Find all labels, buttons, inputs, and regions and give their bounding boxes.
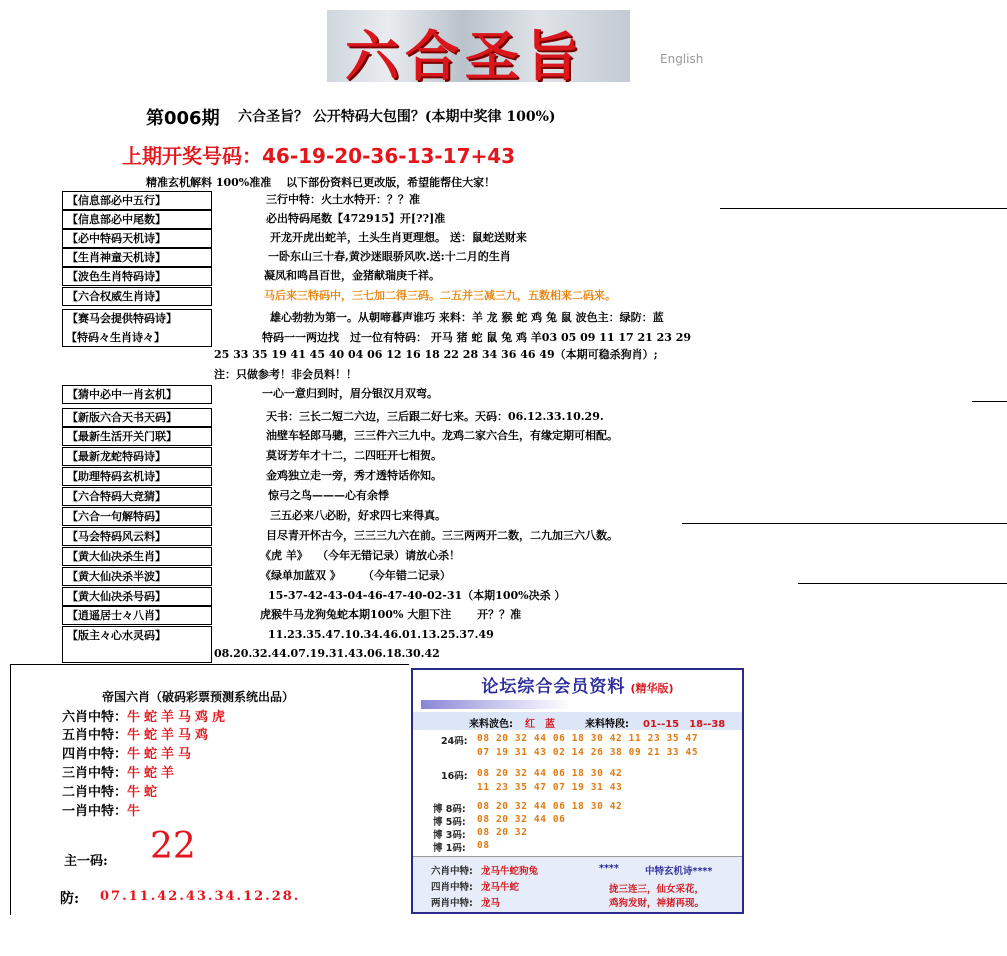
list-item	[62, 743, 195, 762]
table-row	[62, 287, 1007, 307]
row-value: 金鸡独立走一旁，秀才透特话你知。	[266, 469, 442, 482]
code-numbers: 08 20 32 44 06 18 30 42 11 23 35 47	[477, 733, 699, 744]
item-label: 五肖中特：	[62, 728, 128, 743]
row-value: 必出特码尾数【472915】开[??]准	[266, 212, 446, 225]
footer-label: 六肖中特:	[431, 866, 473, 877]
issue-headline: 六合圣旨？ 公开特码大包围？(本期中奖律 100%)	[238, 109, 556, 125]
poem-line: 拢三连三，仙女采花，	[609, 884, 705, 895]
decorative-bar	[421, 700, 571, 709]
row-value: 虎猴牛马龙狗兔蛇本期100% 大胆下注 开？？准	[260, 608, 522, 621]
item-value: 牛蛇羊马鸡虎	[127, 710, 230, 725]
row-label: 【黄大仙决杀半波】	[62, 567, 212, 586]
row-label: 【黄大仙决杀号码】	[62, 587, 212, 606]
table-row	[62, 606, 1007, 626]
panel-title	[413, 672, 742, 702]
issue-number: 第006期	[146, 108, 220, 129]
logo-title: 六合圣旨	[345, 24, 585, 82]
main-number-value: 22	[150, 826, 196, 867]
row-value: 11.23.35.47.10.34.46.01.13.25.37.49	[268, 628, 494, 641]
table-row	[62, 229, 1007, 249]
row-label: 【马会特码风云料】	[62, 527, 212, 546]
code-numbers: 08 20 32 44 06 18 30 42	[477, 801, 623, 812]
member-data-panel	[411, 668, 744, 914]
row-label: 【黄大仙决杀生肖】	[62, 547, 212, 566]
info-table	[62, 191, 1007, 664]
code-label: 博 5码:	[433, 817, 466, 828]
code-numbers: 08 20 32	[477, 827, 528, 838]
code-label: 16码:	[441, 771, 468, 782]
row-label: 【最新龙蛇特码诗】	[62, 447, 212, 466]
row-label: 【版主々心水灵码】	[62, 626, 212, 663]
row-label: 【特码々生肖诗々】	[66, 331, 165, 344]
footer-value: 龙马	[481, 898, 501, 909]
poem-title: 中特玄机诗****	[645, 866, 713, 877]
table-row	[62, 626, 1007, 646]
row-label: 【六合权威生肖诗】	[62, 287, 212, 306]
item-label: 三肖中特：	[62, 766, 128, 781]
row-value: 15-37-42-43-04-46-47-40-02-31（本期100%决杀 ）	[268, 589, 566, 602]
code-label: 博 1码:	[433, 843, 466, 854]
list-item	[62, 706, 229, 725]
divider	[972, 401, 1007, 402]
backup-label: 防:	[60, 891, 80, 907]
row-value: 一卧东山三十春,黄沙迷眼骄风吹.送:十二月的生肖	[268, 250, 511, 263]
table-row	[62, 327, 1007, 347]
main-number-label: 主一码:	[64, 854, 108, 869]
table-row	[62, 447, 1007, 467]
row-label: 【猜中必中一肖玄机】	[62, 385, 212, 404]
item-label: 二肖中特：	[62, 785, 128, 800]
code-label: 博 8码:	[433, 804, 466, 815]
row-value: 惊弓之鸟———心有余悸	[268, 489, 389, 502]
item-label: 六肖中特：	[62, 710, 128, 725]
list-item	[62, 762, 178, 781]
list-item	[62, 724, 212, 743]
code-numbers: 08	[477, 840, 490, 851]
poem-line: 鸡狗发财，神猪再现。	[609, 898, 705, 909]
table-row	[62, 427, 1007, 447]
extra-line: 25 33 35 19 41 45 40 04 06 12 16 18 22 28 34 36 46 49（本期可稳杀狗肖）;	[214, 348, 658, 361]
wave-label: 来料波色:	[469, 719, 513, 730]
last-draw-numbers: 上期开奖号码：46-19-20-36-13-17+43	[122, 144, 516, 168]
table-row	[62, 210, 1007, 230]
table-row	[62, 385, 1007, 405]
table-row	[62, 467, 1007, 487]
row-value: 天书：三长二短二六边，三后跟二好七来。天码：06.12.33.10.29.	[266, 410, 604, 423]
divider	[682, 523, 1007, 524]
code-numbers: 07 19 31 43 02 14 26 38 09 21 33 45	[477, 747, 699, 758]
row-label: 【助理特码玄机诗】	[62, 467, 212, 486]
list-item	[62, 800, 144, 819]
item-label: 一肖中特：	[62, 804, 128, 819]
table-row	[62, 567, 1007, 587]
code-label: 24码:	[441, 736, 468, 747]
row-value: 开龙开虎出蛇羊，土头生肖更理想。 送：鼠蛇送财来	[270, 231, 527, 244]
table-row	[62, 527, 1007, 547]
table-row	[62, 547, 1007, 567]
row-value: 目尽青开怀古今，三三三九六在前。三三两两开二数，二九加三六八数。	[266, 529, 618, 542]
row-label: 【信息部必中五行】	[62, 191, 212, 210]
item-value: 牛	[127, 804, 145, 819]
notice-text: 精准玄机解料 100%准准 以下部份资料已更改版，希望能帮住大家！	[146, 176, 496, 189]
panel-footer	[413, 856, 742, 913]
extra-line: 注：只做参考！非会员料！！	[214, 368, 357, 381]
item-value: 牛蛇	[127, 785, 162, 800]
footer-value: 龙马牛蛇狗兔	[481, 866, 539, 877]
table-row	[62, 487, 1007, 507]
row-label: 【必中特码天机诗】	[62, 229, 212, 248]
english-link[interactable]: English	[660, 52, 704, 66]
footer-label: 四肖中特:	[431, 882, 473, 893]
backup-numbers: 07.11.42.43.34.12.28.	[100, 889, 301, 904]
row-label: 【六合特码大竞猜】	[62, 487, 212, 506]
table-row	[62, 507, 1007, 527]
row-label: 【信息部必中尾数】	[62, 210, 212, 229]
table-row	[62, 309, 1007, 329]
panel-subheader	[413, 712, 742, 730]
row-label: 【生肖神童天机诗】	[62, 248, 212, 267]
row-label: 【波色生肖特码诗】	[62, 267, 212, 286]
row-value: 雄心勃勃为第一。从朝啼暮声谁巧 来料：羊 龙 猴 蛇 鸡 兔 鼠 波色主：绿防：蓝	[270, 311, 664, 324]
list-item	[62, 781, 161, 800]
row-value: 莫讶芳年才十二，二四旺开七相贺。	[266, 449, 442, 462]
row-label: 【新版六合天书天码】	[62, 408, 212, 427]
item-value: 牛蛇羊马	[127, 747, 196, 762]
special-label: 来料特段:	[585, 719, 629, 730]
row-value: 凝凤和鸣昌百世，金猪献瑞庚千祥。	[264, 269, 440, 282]
table-row	[62, 248, 1007, 268]
item-value: 牛蛇羊马鸡	[127, 728, 213, 743]
table-row	[62, 408, 1007, 428]
row-label: 【六合一句解特码】	[62, 507, 212, 526]
row-label: 【逍遥居士々八肖】	[62, 606, 212, 625]
row-value: 特码一一两边找 过一位有特码： 开马 猪 蛇 鼠 兔 鸡 羊03 05 09 11 17 21 23 29	[262, 331, 692, 344]
footer-label: 两肖中特:	[431, 898, 473, 909]
row-value: 《虎 羊》 （今年无错记录）请放心杀！	[260, 549, 461, 562]
item-value: 牛蛇羊	[127, 766, 179, 781]
footer-value: 龙马牛蛇	[481, 882, 520, 893]
item-label: 四肖中特：	[62, 747, 128, 762]
extra-line: 08.20.32.44.07.19.31.43.06.18.30.42	[214, 647, 440, 660]
special-value: 01--15 18--38	[643, 719, 726, 730]
code-numbers: 08 20 32 44 06	[477, 814, 566, 825]
row-label: 【最新生活开关门联】	[62, 427, 212, 446]
divider	[720, 208, 1007, 209]
code-numbers: 11 23 35 47 07 19 31 43	[477, 782, 623, 793]
code-numbers: 08 20 32 44 06 18 30 42	[477, 768, 623, 779]
table-row	[62, 191, 1007, 211]
panel-title-badge: (精华版)	[630, 682, 674, 695]
row-value: 马后来三特码中，三七加二得三码。二五并三减三九，五数相来二码来。	[264, 289, 616, 302]
prediction-title: 帝国六肖（破码彩票预测系统出品）	[102, 690, 295, 704]
row-value: 油壁车轻郎马骢，三三件六三九中。龙鸡二家六合生，有缘定期可相配。	[266, 429, 618, 442]
row-value: 三行中特：火土水特开：？？准	[266, 193, 420, 206]
row-value: 一心一意归到时，眉分银汉月双弯。	[262, 387, 438, 400]
row-label: 【赛马会提供特码诗】	[62, 309, 212, 347]
wave-values: 红 蓝	[525, 719, 555, 730]
row-value: 三五必来八必盼，好求四七来得真。	[270, 509, 446, 522]
table-row	[62, 587, 1007, 607]
stars-text: ****	[599, 863, 619, 874]
table-row	[62, 267, 1007, 287]
logo-banner	[327, 10, 630, 82]
code-label: 博 3码:	[433, 830, 466, 841]
divider	[798, 583, 1007, 584]
row-value: 《绿单加蓝双 》 （今年错二记录）	[260, 569, 451, 582]
panel-title-text: 论坛综合会员资料	[481, 677, 626, 697]
